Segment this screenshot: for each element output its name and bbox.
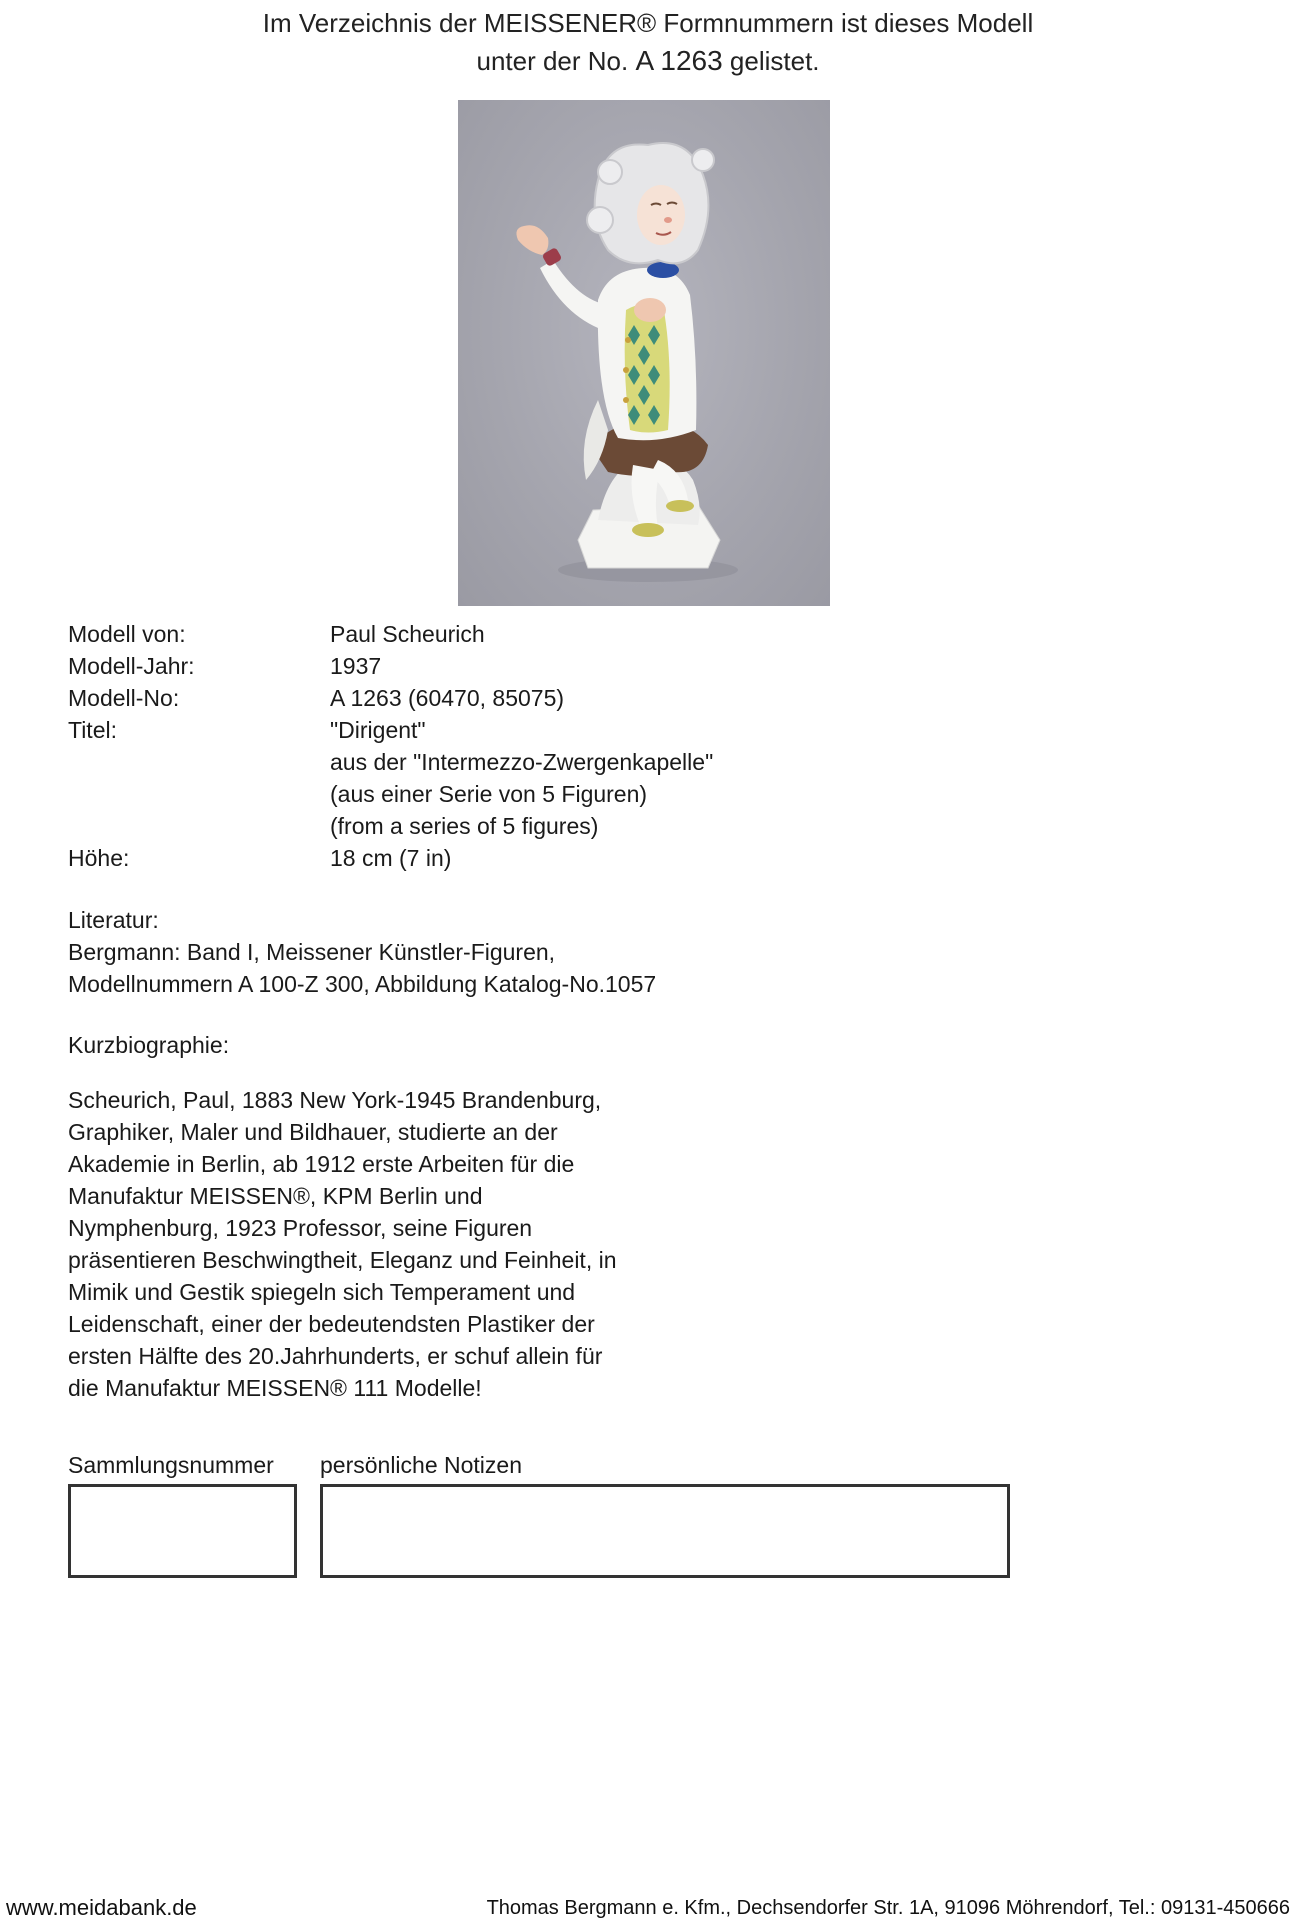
biography-line: präsentieren Beschwingtheit, Eleganz und Feinheit, in bbox=[68, 1247, 617, 1273]
biography-line: Manufaktur MEISSEN®, KPM Berlin und bbox=[68, 1183, 483, 1209]
detail-row bbox=[68, 842, 713, 874]
biography-line: Leidenschaft, einer der bedeutendsten Plastiker der bbox=[68, 1311, 595, 1337]
literature-line: Bergmann: Band I, Meissener Künstler-Figuren, bbox=[68, 939, 556, 965]
detail-row bbox=[68, 746, 713, 778]
details-table bbox=[68, 618, 713, 874]
header-line-2 bbox=[0, 42, 1296, 80]
header-line-2-prefix: unter der No. bbox=[476, 46, 629, 76]
personal-notes-label: persönliche Notizen bbox=[320, 1452, 523, 1478]
biography-line: Scheurich, Paul, 1883 New York-1945 Brandenburg, bbox=[68, 1087, 602, 1113]
figurine-photo bbox=[458, 100, 830, 606]
detail-label: Modell-Jahr: bbox=[68, 653, 195, 679]
model-number: A 1263 bbox=[635, 45, 723, 76]
personal-notes-field[interactable] bbox=[320, 1484, 1010, 1578]
detail-label: Modell-No: bbox=[68, 685, 180, 711]
detail-row bbox=[68, 778, 713, 810]
footer-address: Thomas Bergmann e. Kfm., Dechsendorfer Str. 1A, 91096 Möhrendorf, Tel.: 09131-450666 bbox=[486, 1897, 1290, 1919]
literature-section bbox=[68, 904, 656, 1000]
biography-line: Mimik und Gestik spiegeln sich Temperament und bbox=[68, 1279, 576, 1305]
header-line-1: Im Verzeichnis der MEISSENER® Formnummern ist dieses Modell bbox=[262, 8, 1034, 38]
detail-value: (from a series of 5 figures) bbox=[330, 813, 599, 839]
detail-label: Höhe: bbox=[68, 845, 130, 871]
detail-value: 18 cm (7 in) bbox=[330, 845, 452, 871]
detail-value: aus der "Intermezzo-Zwergenkapelle" bbox=[330, 749, 714, 775]
biography-heading: Kurzbiographie: bbox=[68, 1032, 230, 1058]
biography-line: Nymphenburg, 1923 Professor, seine Figuren bbox=[68, 1215, 533, 1241]
detail-value: A 1263 (60470, 85075) bbox=[330, 685, 565, 711]
literature-line: Modellnummern A 100-Z 300, Abbildung Katalog-No.1057 bbox=[68, 971, 657, 997]
detail-value: 1937 bbox=[330, 653, 382, 679]
detail-row bbox=[68, 714, 713, 746]
detail-label bbox=[68, 778, 330, 810]
literature-heading: Literatur: bbox=[68, 907, 159, 933]
footer-website[interactable]: www.meidabank.de bbox=[6, 1895, 197, 1920]
detail-row bbox=[68, 682, 713, 714]
detail-label bbox=[68, 746, 330, 778]
header bbox=[0, 4, 1296, 80]
biography-text bbox=[68, 1084, 668, 1404]
detail-row bbox=[68, 810, 713, 842]
collection-number-field[interactable] bbox=[68, 1484, 297, 1578]
detail-row bbox=[68, 650, 713, 682]
biography-line: die Manufaktur MEISSEN® 111 Modelle! bbox=[68, 1375, 482, 1401]
biography-line: ersten Hälfte des 20.Jahrhunderts, er schuf allein für bbox=[68, 1343, 603, 1369]
detail-row bbox=[68, 618, 713, 650]
detail-value: (aus einer Serie von 5 Figuren) bbox=[330, 781, 648, 807]
detail-value: Paul Scheurich bbox=[330, 621, 485, 647]
biography-line: Akademie in Berlin, ab 1912 erste Arbeiten für die bbox=[68, 1151, 575, 1177]
detail-label: Modell von: bbox=[68, 621, 186, 647]
figurine-illustration bbox=[458, 100, 830, 606]
detail-value: "Dirigent" bbox=[330, 717, 426, 743]
detail-label: Titel: bbox=[68, 717, 117, 743]
biography-line: Graphiker, Maler und Bildhauer, studierte an der bbox=[68, 1119, 558, 1145]
collection-number-label: Sammlungsnummer bbox=[68, 1452, 274, 1478]
header-line-2-suffix: gelistet. bbox=[729, 46, 820, 76]
detail-label bbox=[68, 810, 330, 842]
